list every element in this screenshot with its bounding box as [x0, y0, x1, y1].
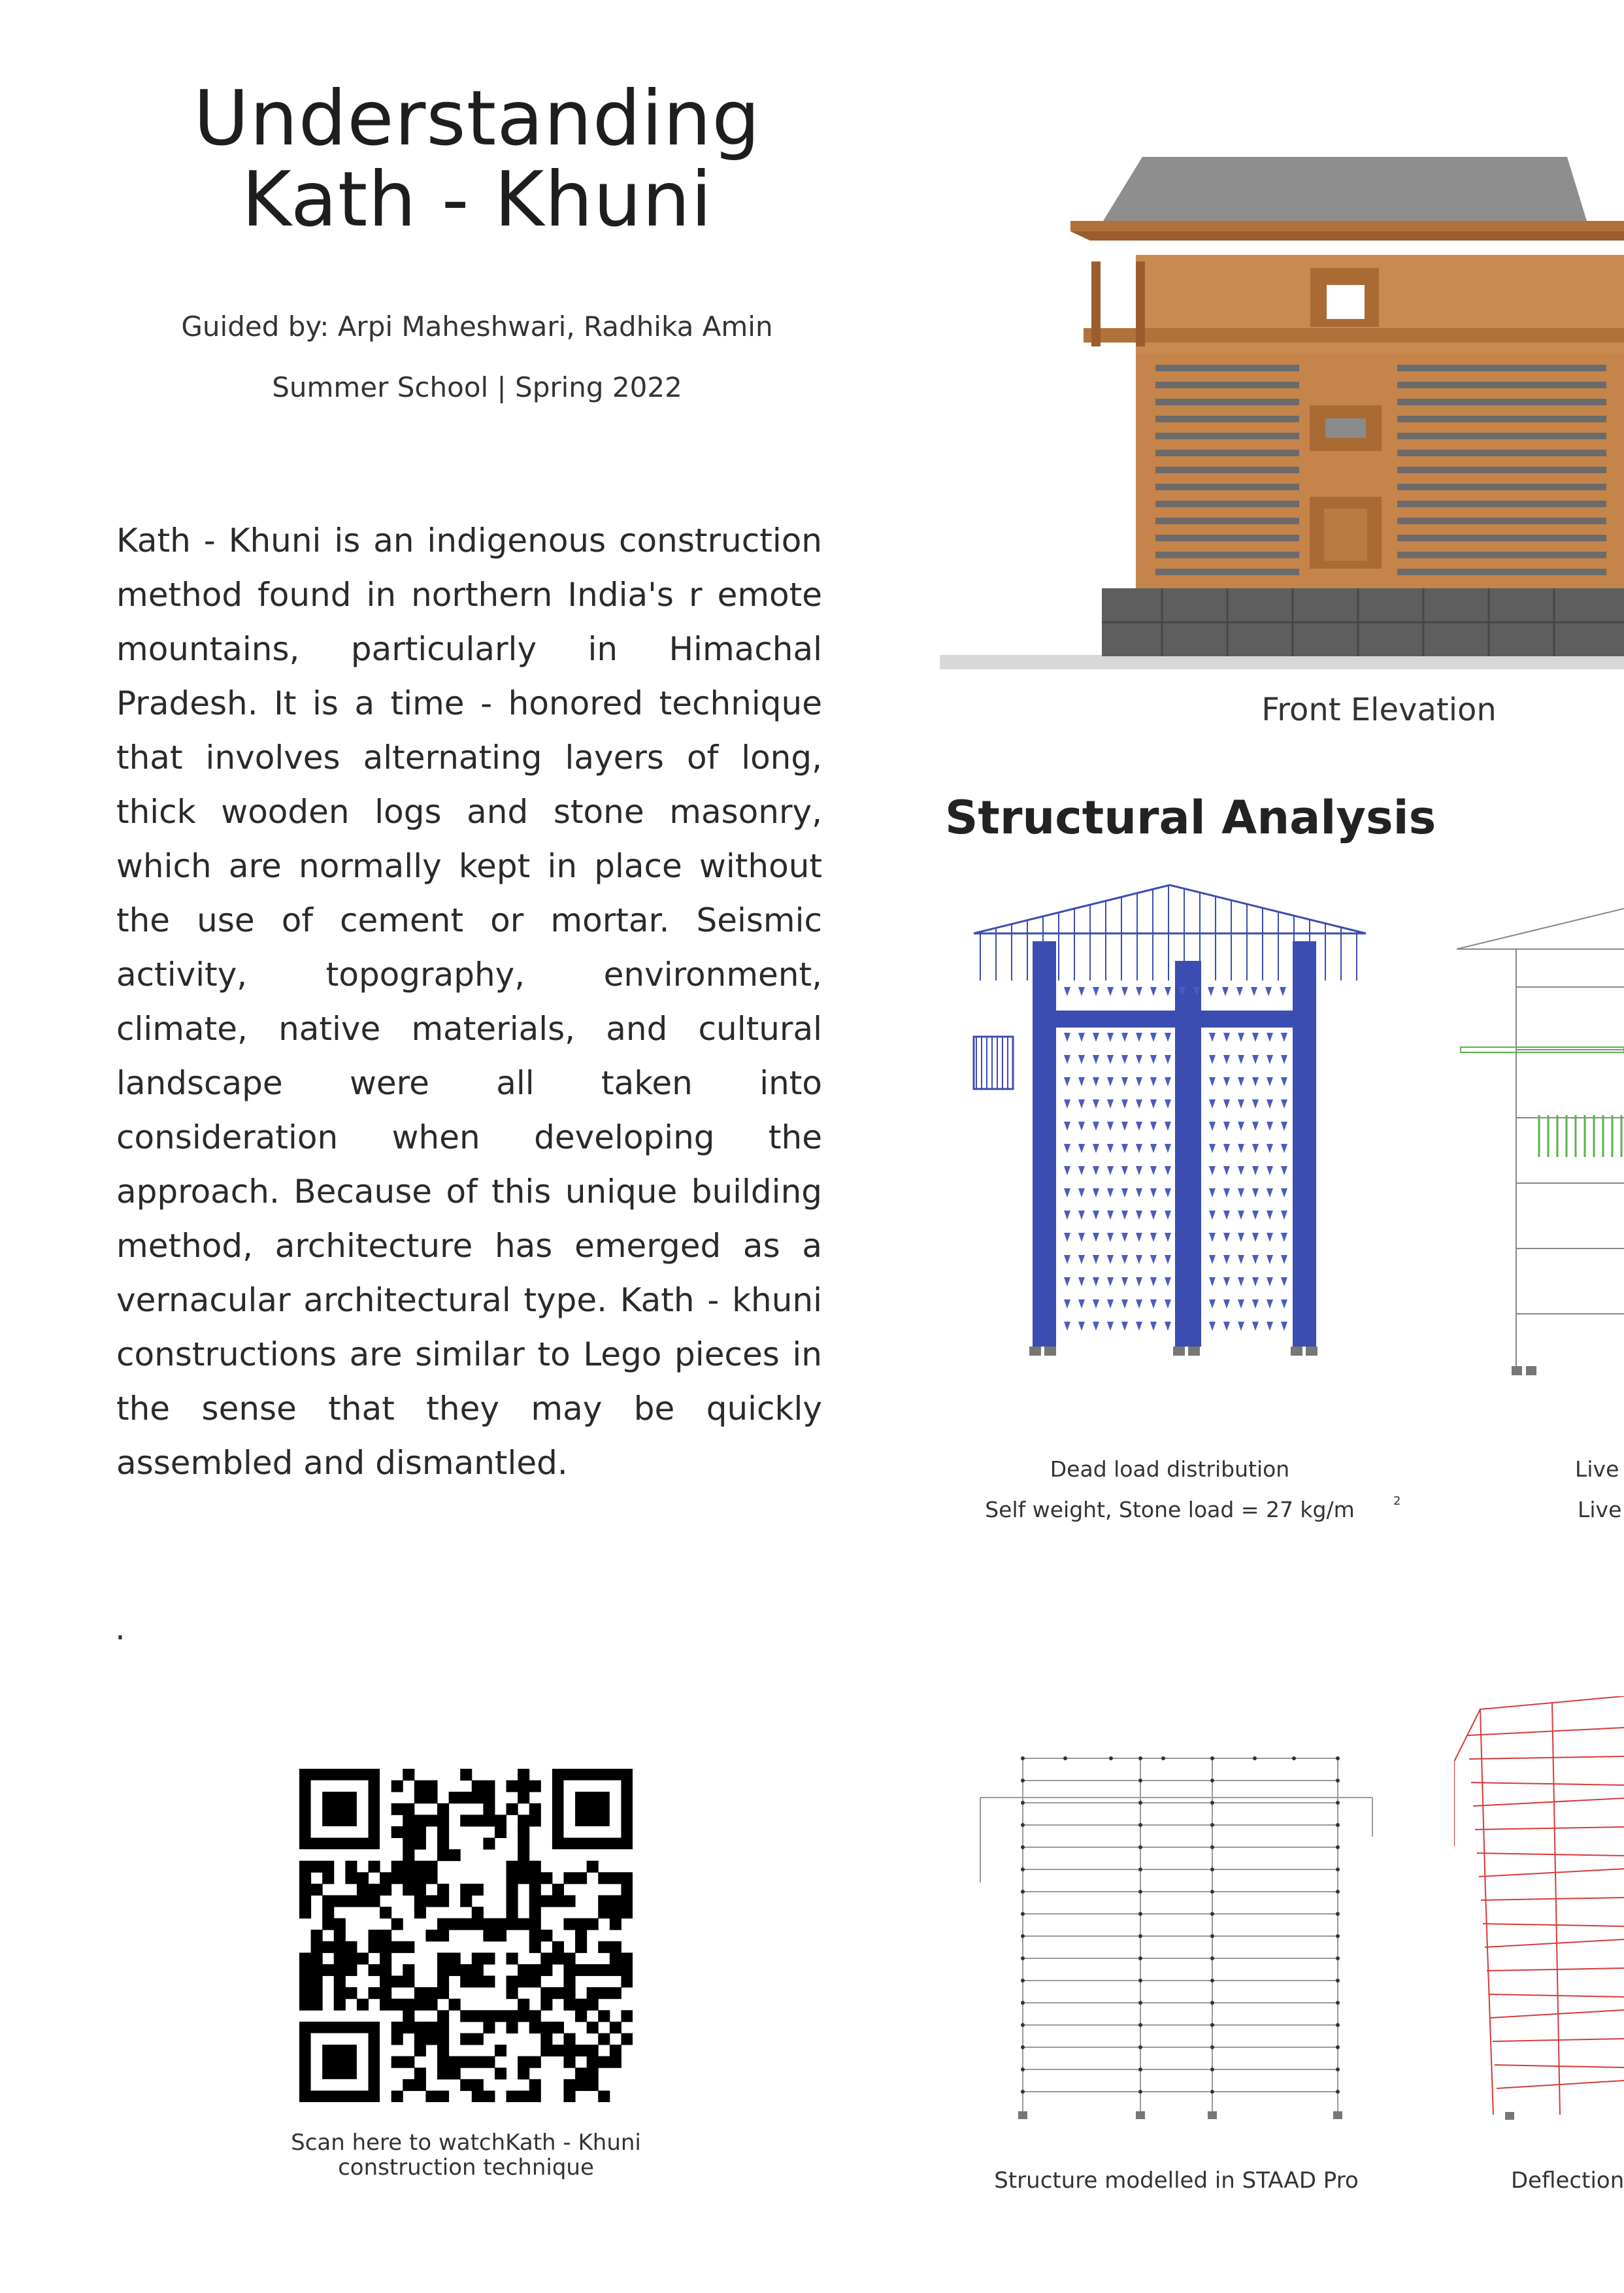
front-elevation-drawing: [940, 157, 1624, 680]
front-elevation-caption: Front Elevation: [1261, 692, 1497, 728]
qr-code[interactable]: [299, 1769, 633, 2102]
school-term: Summer School | Spring 2022: [272, 371, 682, 403]
intro-paragraph: Kath - Khuni is an indigenous construction method found in northern India's r emote mountains, particularly in Himachal Pradesh. It is a time - honored technique that involves alternating layers of long, thick wooden logs and stone masonry, which are normally kept in place without the use of cement or mortar. Seismic activity, topography, environment, climate, native materials, and cultural landscape were all taken into consideration when developing the approach. Because of this unique building method, architecture has emerged as a vernacular architectural type. Kath - khuni constructions are similar to Lego pieces in the sense that they may be quickly assembled and dismantled.: [116, 522, 822, 1482]
dead-load-title: Dead load distribution: [1050, 1456, 1290, 1482]
dead-load-superscript: 2: [1393, 1494, 1401, 1508]
deflection-caption: Deflection: [1511, 2167, 1624, 2194]
page-title: [98, 75, 856, 244]
deflection-diagram: [1454, 1696, 1624, 2128]
live-load-detail: Live: [1578, 1497, 1622, 1522]
dead-load-diagram: [967, 876, 1385, 1386]
guided-by: Guided by: Arpi Maheshwari, Radhika Amin: [181, 310, 773, 343]
staad-model-diagram: [967, 1732, 1385, 2124]
title-line-1: Understanding: [193, 75, 761, 163]
stray-dot: .: [115, 1609, 125, 1647]
structural-analysis-title: Structural Analysis: [945, 791, 1436, 845]
qr-caption-line-2: construction technique: [338, 2154, 594, 2181]
title-line-2: Kath - Khuni: [241, 156, 713, 244]
dead-load-detail: Self weight, Stone load = 27 kg/m: [985, 1497, 1355, 1522]
qr-caption-line-1: Scan here to watchKath - Khuni: [291, 2130, 641, 2156]
staad-caption: Structure modelled in STAAD Pro: [994, 2167, 1359, 2194]
live-load-diagram: [1454, 895, 1624, 1392]
live-load-title: Live: [1575, 1456, 1619, 1482]
